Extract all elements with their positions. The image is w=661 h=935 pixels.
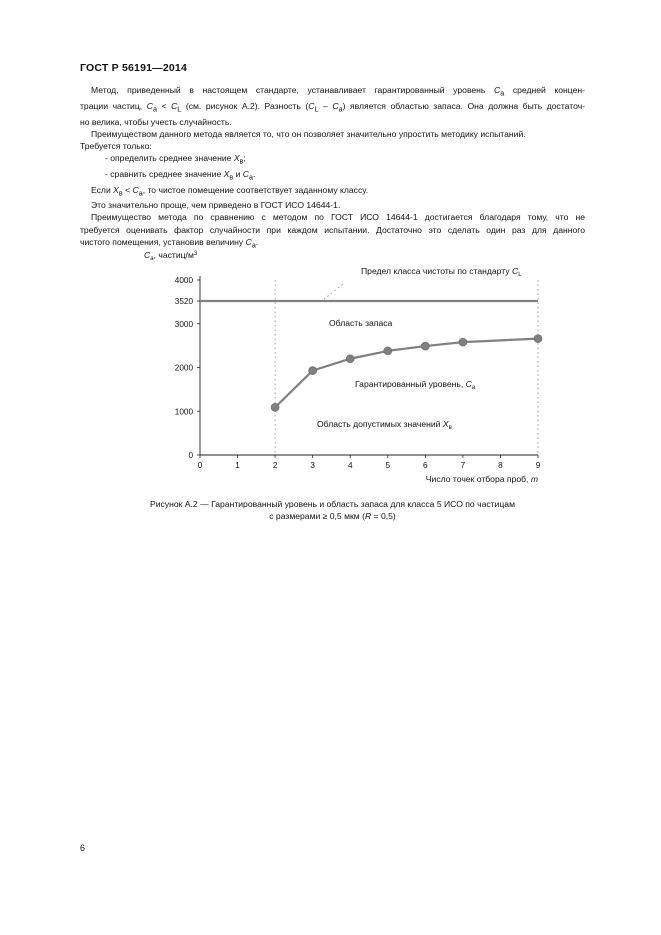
x-tick-label-0: 0 [197, 461, 203, 470]
paragraph-5-line-2: требуется оценивать фактор случайности при каждом испытании. Достаточно это сделать один раз для данного [80, 224, 585, 235]
x-tick-label-3: 3 [310, 461, 315, 470]
paragraph-1-line-3: но велика, чтобы учесть случайность. [80, 116, 232, 127]
caption-line-2: с размерами ≥ 0,5 мкм (R = 0,5) [269, 511, 396, 522]
paragraph-1-line-1: Метод, приведенный в настоящем стандарте, устанавливает гарантированный уровень $C_a$ средней концен- [91, 85, 586, 98]
body-text [80, 84, 585, 251]
data-point-6 [534, 335, 542, 343]
x-axis-label: Число точек отбора проб, m [425, 474, 538, 484]
paragraph-4: Это значительно проще, чем приведено в ГОСТ ИСО 14644-1. [91, 200, 341, 211]
data-point-5 [459, 338, 467, 346]
list-item-1: - определить среднее значение $X_в$; [105, 152, 246, 166]
x-tick-label-7: 7 [460, 461, 466, 470]
paragraph-1-line-2: трации частиц, $C_a < C_L$ (см. рисунок А.2). Разность $(C_L - C_a)$ является областью запаса. Она должна быть достаточ- [80, 100, 586, 114]
data-point-3 [384, 347, 392, 355]
caption-line-1: Рисунок А.2 — Гарантированный уровень и область запаса для класса 5 ИСО по частицам [150, 499, 515, 509]
figure-a2-chart [120, 246, 560, 492]
y-tick-label-2: 2000 [174, 363, 193, 373]
data-point-4 [421, 342, 429, 350]
x-tick-label-2: 2 [272, 461, 278, 470]
limit-label-leader [324, 284, 343, 299]
y-tick-label-5: 4000 [174, 276, 193, 285]
paragraph-2: Преимуществом данного метода является то, что он позволяет значительно упростить методику испытаний. [91, 128, 526, 139]
x-tick-label-4: 4 [347, 461, 353, 470]
data-point-0 [271, 403, 279, 411]
data-point-2 [346, 355, 354, 363]
y-tick-label-3: 3000 [174, 319, 193, 329]
paragraph-5-line-3: чистого помещения, установив величину $C_a$. [80, 236, 259, 250]
x-tick-label-6: 6 [423, 461, 428, 470]
document-header: ГОСТ Р 56191—2014 [80, 62, 188, 74]
y-tick-label-0: 0 [188, 451, 193, 460]
x-tick-label-9: 9 [535, 461, 541, 470]
limit-label: Предел класса чистоты по стандарту $C_L$ [361, 266, 522, 278]
y-tick-label-1: 1000 [174, 407, 193, 417]
x-tick-label-8: 8 [498, 461, 503, 470]
paragraph-3: Требуется только: [80, 140, 152, 151]
paragraph-5-line-1: Преимущество метода по сравнению с методом по ГОСТ ИСО 14644-1 достигается благодаря тому, что не [91, 212, 585, 223]
list-item-2: - сравнить среднее значение $X_в$ и $C_a$. [105, 168, 256, 182]
x-tick-label-5: 5 [385, 461, 391, 470]
margin-area-label: Область запаса [329, 318, 393, 328]
y-axis-label: $C_a$, частиц/$м^3$ [144, 250, 198, 262]
data-point-1 [309, 367, 317, 375]
x-tick-label-1: 1 [235, 461, 240, 470]
condition-line: Если $X_в < C_a$, то чистое помещение соответствует заданному классу. [91, 184, 369, 198]
figure-caption [80, 498, 585, 523]
page-number: 6 [80, 843, 86, 853]
region-label: Область допустимых значений $X_в$ [317, 419, 452, 431]
curve-label: Гарантированный уровень, $C_a$ [355, 379, 476, 391]
chart-svg [120, 246, 560, 492]
y-tick-label-4: 3520 [174, 297, 193, 306]
